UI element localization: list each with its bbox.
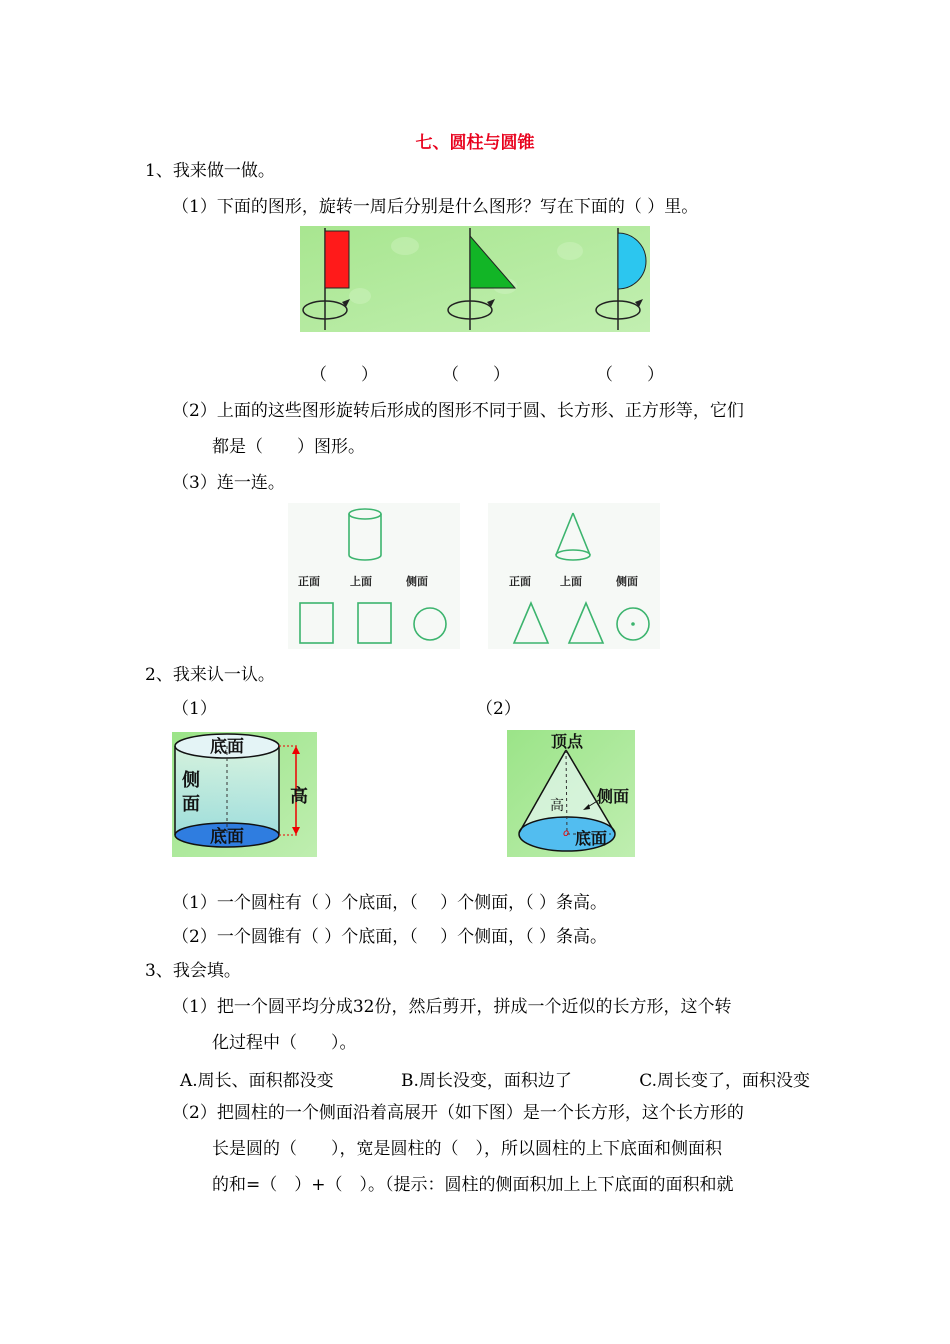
- answer-blank-1: （ ）: [310, 365, 378, 385]
- cylinder-diagram: [172, 732, 317, 857]
- cone-apex-label: 顶点: [550, 732, 584, 751]
- section1-heading: 1、我来做一做。: [145, 161, 275, 181]
- view-label-top: 上面: [350, 575, 372, 588]
- cone-views-figure: [488, 503, 660, 649]
- answer-blank-2: （ ）: [442, 365, 510, 385]
- section1-question2-line2: 都是（ ）图形。: [212, 437, 365, 457]
- cone-height-label: 高: [550, 798, 564, 814]
- answer-blank-3: （ ）: [596, 365, 664, 385]
- section3-heading: 3、我会填。: [145, 961, 241, 981]
- cylinder-bottom-label: 底面: [210, 827, 244, 847]
- section3-question2-line2: 长是圆的（ ），宽是圆柱的（ ），所以圆柱的上下底面和侧面积: [212, 1139, 722, 1159]
- view-label-front: 正面: [509, 575, 531, 588]
- section1-question3: （3）连一连。: [172, 473, 285, 493]
- section3-question2-line3: 的和=（ ）+（ ）。（提示：圆柱的侧面积加上上下底面的面积和就: [212, 1175, 734, 1195]
- section3-question1-line2: 化过程中（ ）。: [212, 1033, 357, 1053]
- view-label-top: 上面: [560, 575, 582, 588]
- section3-question1-line1: （1）把一个圆平均分成32份，然后剪开，拼成一个近似的长方形，这个转: [172, 997, 732, 1017]
- figure2-label: （2）: [476, 699, 521, 719]
- cylinder-side-label-2: 面: [182, 794, 200, 815]
- cylinder-side-label-1: 侧: [182, 770, 200, 791]
- section2-heading: 2、我来认一认。: [145, 665, 275, 685]
- section1-question2-line1: （2）上面的这些图形旋转后形成的图形不同于圆、长方形、正方形等，它们: [172, 401, 744, 421]
- cone-center-label: o: [563, 828, 570, 839]
- choice-options: [180, 1066, 810, 1091]
- view-label-side: 侧面: [616, 575, 638, 588]
- cylinder-views-figure: [288, 503, 460, 649]
- view-label-front: 正面: [298, 575, 320, 588]
- page-title: 七、圆柱与圆锥: [415, 133, 535, 153]
- section1-question1: （1）下面的图形，旋转一周后分别是什么图形？写在下面的（ ）里。: [172, 197, 699, 217]
- cone-base-label: 底面: [574, 829, 608, 848]
- cone-side-label: 侧面: [596, 787, 630, 806]
- section3-question2-line1: （2）把圆柱的一个侧面沿着高展开（如下图）是一个长方形，这个长方形的: [172, 1103, 744, 1123]
- view-label-side: 侧面: [406, 575, 428, 588]
- choice-option-c: C.周长变了，面积没变: [639, 1071, 810, 1091]
- rotation-figures: [300, 226, 650, 332]
- circle-center-dot: [631, 622, 635, 626]
- figure1-label: （1）: [172, 699, 217, 719]
- choice-option-b: B.周长没变，面积边了: [400, 1071, 572, 1091]
- cone-diagram: [507, 730, 635, 857]
- cylinder-top-label: 底面: [210, 737, 244, 757]
- choice-option-a: A.周长、面积都没变: [180, 1071, 334, 1091]
- cylinder-height-label: 高: [290, 786, 308, 807]
- section2-question2: （2）一个圆锥有（ ）个底面，（ ）个侧面，（ ）条高。: [172, 927, 608, 947]
- section2-question1: （1）一个圆柱有（ ）个底面，（ ）个侧面，（ ）条高。: [172, 893, 608, 913]
